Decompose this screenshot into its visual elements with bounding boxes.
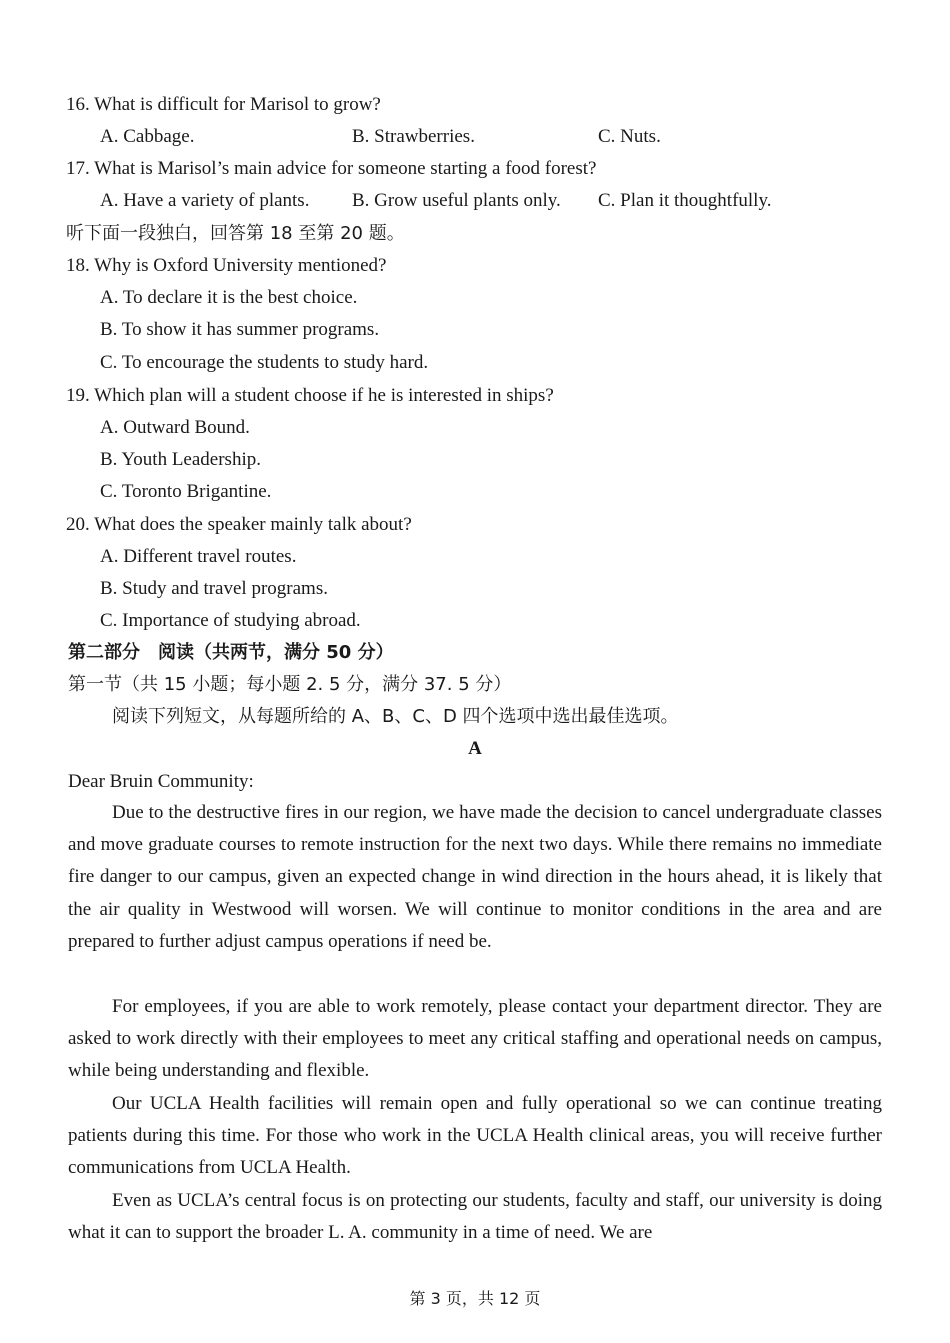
question-19-option-a: A. Outward Bound.	[100, 417, 250, 438]
question-18-option-b: B. To show it has summer programs.	[100, 319, 380, 340]
question-18-stem: 18. Why is Oxford University mentioned?	[66, 255, 387, 276]
reading-instruction: 阅读下列短文，从每题所给的 A、B、C、D 四个选项中选出最佳选项。	[112, 706, 679, 727]
question-19-option-b: B. Youth Leadership.	[100, 449, 261, 470]
question-19-stem: 19. Which plan will a student choose if he is interested in ships?	[66, 385, 554, 406]
question-16-option-a: A. Cabbage.	[100, 126, 195, 147]
page-number-footer: 第 3 页，共 12 页	[409, 1289, 541, 1308]
question-18-option-a: A. To declare it is the best choice.	[100, 287, 358, 308]
question-17-stem: 17. What is Marisol’s main advice for someone starting a food forest?	[66, 158, 597, 179]
question-19-option-c: C. Toronto Brigantine.	[100, 481, 272, 502]
question-20-option-a: A. Different travel routes.	[100, 546, 297, 567]
letter-salutation: Dear Bruin Community:	[68, 771, 254, 792]
reading-section-title: 第一节（共 15 小题；每小题 2. 5 分，满分 37. 5 分）	[68, 674, 512, 695]
question-17-option-a: A. Have a variety of plants.	[100, 190, 310, 211]
question-17-option-b: B. Grow useful plants only.	[352, 190, 561, 211]
letter-paragraph-4: Even as UCLA’s central focus is on protecting our students, faculty and staff, our university is doing what it can to support the broader L. A. community in a time of need. We are	[68, 1190, 882, 1244]
letter-paragraph-1: Due to the destructive fires in our region, we have made the decision to cancel undergraduate classes and move graduate courses to remote instruction for the next two days. While there remains no immediate fire danger to our campus, given an expected change in wind direction in the hours ahead, it is likely that the air quality in Westwood will worsen. We will continue to monitor conditions in the area and are prepared to further adjust campus operations if need be.	[68, 802, 882, 952]
letter-paragraph-2: For employees, if you are able to work remotely, please contact your department director. They are asked to work directly with their employees to meet any critical staffing and operational needs on campus, while being understanding and flexible.	[68, 996, 882, 1082]
reading-part-title: 第二部分 阅读（共两节，满分 50 分）	[68, 642, 394, 663]
question-17-option-c: C. Plan it thoughtfully.	[598, 190, 772, 211]
listening-instruction: 听下面一段独白，回答第 18 至第 20 题。	[66, 223, 405, 244]
passage-label: A	[468, 738, 482, 759]
letter-paragraph-3: Our UCLA Health facilities will remain open and fully operational so we can continue treating patients during this time. For those who work in the UCLA Health clinical areas, you will receive further communications from UCLA Health.	[68, 1093, 882, 1179]
question-18-option-c: C. To encourage the students to study hard.	[100, 352, 429, 373]
question-20-option-b: B. Study and travel programs.	[100, 578, 328, 599]
question-16-option-c: C. Nuts.	[598, 126, 661, 147]
question-20-stem: 20. What does the speaker mainly talk about?	[66, 514, 412, 535]
question-16-option-b: B. Strawberries.	[352, 126, 475, 147]
question-20-option-c: C. Importance of studying abroad.	[100, 610, 361, 631]
question-16-stem: 16. What is difficult for Marisol to grow?	[66, 94, 381, 115]
